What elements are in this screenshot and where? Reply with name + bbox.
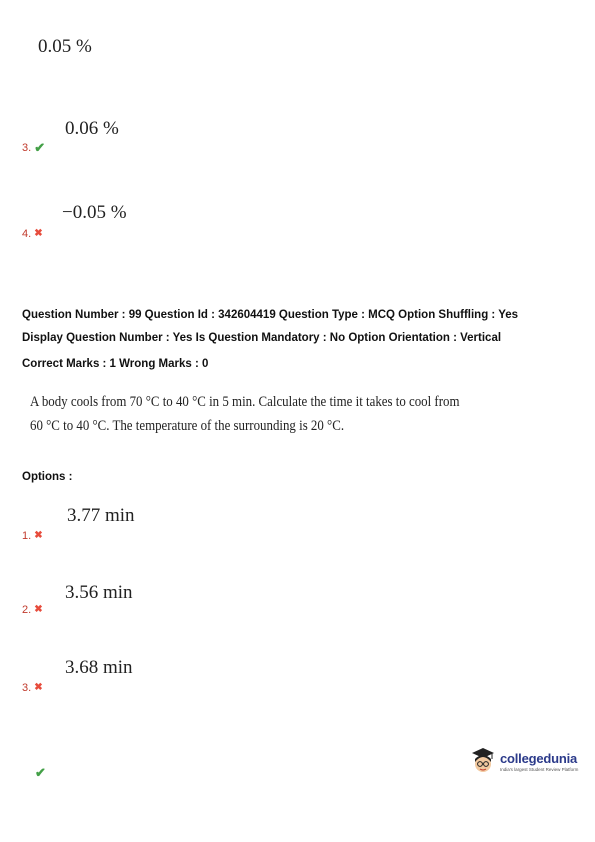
option-value: 3.68 min — [65, 657, 133, 678]
option-marker — [22, 682, 43, 694]
logo-tagline: India's largest Student Review Platform — [500, 766, 579, 772]
question-marks: Correct Marks : 1 Wrong Marks : 0 — [22, 358, 209, 370]
option-number: 4. — [22, 228, 32, 240]
collegedunia-logo — [470, 746, 578, 776]
option-marker — [35, 766, 46, 779]
question-meta-line: Display Question Number : Yes Is Question Mandatory : No Option Orientation : Vertical — [22, 332, 502, 344]
option-number: 1. — [22, 530, 32, 542]
option-number: 3. — [22, 141, 32, 154]
options-label: Options : — [22, 471, 73, 483]
option-number: 3. — [22, 682, 32, 694]
prev-option-value: 0.05 % — [38, 36, 92, 57]
cross-icon: ✖ — [34, 604, 43, 615]
option-marker — [22, 604, 43, 616]
prev-option-marker — [22, 228, 43, 240]
check-icon: ✔ — [34, 140, 46, 155]
prev-option-marker — [22, 141, 45, 154]
cross-icon: ✖ — [34, 530, 43, 541]
prev-option-value: 0.06 % — [65, 118, 119, 139]
option-marker — [22, 530, 43, 542]
prev-option-value: −0.05 % — [62, 202, 127, 223]
question-meta-line: Question Number : 99 Question Id : 342604419 Question Type : MCQ Option Shuffling : Yes — [22, 309, 519, 321]
option-value: 3.77 min — [67, 505, 135, 526]
cross-icon: ✖ — [34, 682, 43, 693]
cross-icon: ✖ — [34, 228, 43, 239]
graduate-mascot-icon — [470, 746, 496, 776]
question-text-line: A body cools from 70 °C to 40 °C in 5 min. Calculate the time it takes to cool from — [30, 394, 460, 410]
option-number: 2. — [22, 604, 32, 616]
check-icon: ✔ — [35, 765, 46, 780]
question-text-line: 60 °C to 40 °C. The temperature of the surrounding is 20 °C. — [30, 418, 345, 434]
logo-wordmark: collegedunia — [500, 750, 578, 766]
option-value: 3.56 min — [65, 582, 133, 603]
